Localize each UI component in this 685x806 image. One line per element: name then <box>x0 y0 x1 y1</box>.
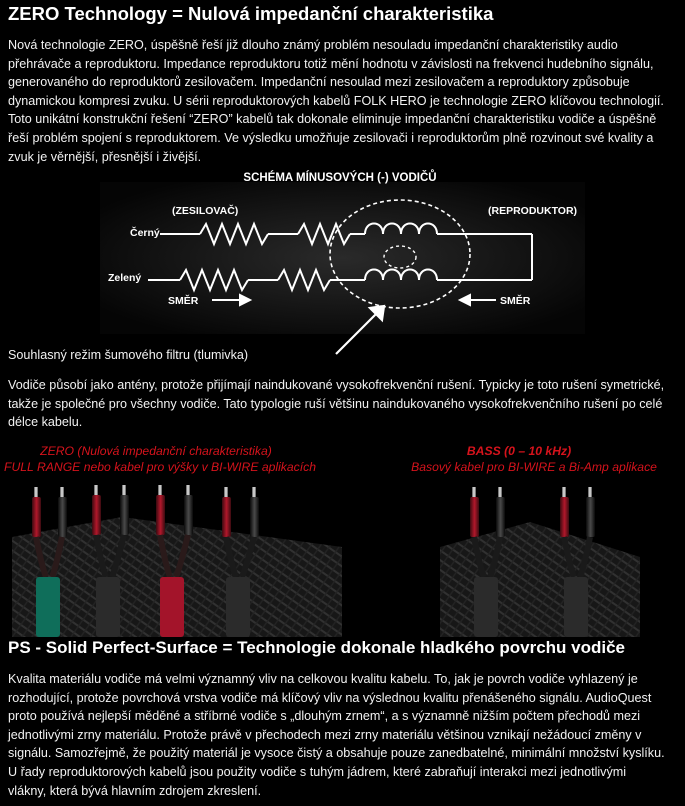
text-line: signálu. Samozřejmě, že použitý materiál je vysoce čistý a obsahuje pouze zanedbatelné, minimální množství kyslíku. <box>8 746 665 761</box>
section-heading-zero: ZERO Technology = Nulová impedanční charakteristika <box>8 3 494 24</box>
noise-filter-diagram <box>100 162 585 362</box>
text-line: proto používá nejlepší měděné a stříbrné vodiče s „dlouhým zrnem“, a s významně nižším počtem přechodů mezi <box>8 709 641 724</box>
text-line: Nová technologie ZERO, úspěšně řeší již dlouho známý problém nesouladu impedanční charakteristiky audio <box>8 38 618 52</box>
bass-product-subtitle: Basový kabel pro BI-WIRE a Bi-Amp aplikace <box>411 460 657 474</box>
section-heading-ps: PS - Solid Perfect-Surface = Technologie dokonale hladkého povrchu vodiče <box>8 638 626 657</box>
paragraph-ps <box>8 670 678 800</box>
text-line: U řady reproduktorových kabelů jsou použity vodiče s tuhým jádrem, které zabraňují interakci mezi jednotlivými <box>8 764 627 779</box>
text-line: Vodiče působí jako antény, protože přijímají naindukované vysokofrekvenční rušení. Typicky je toto rušení symetrické, <box>8 378 665 392</box>
direction-left-label: SMĚR <box>168 295 199 307</box>
text-line: řeší problém spojení s reproduktorem. Ve výsledku umožňuje zesilovači i reproduktorům plně rozvinout své kvality a <box>8 130 654 145</box>
paragraph-noise <box>8 376 678 432</box>
text-line: vlákny, která bývá hlavním zdrojem zkreslení. <box>8 783 262 798</box>
amplifier-label: (ZESILOVAČ) <box>172 205 239 217</box>
diagram-title: SCHÉMA MÍNUSOVÝCH (-) VODIČŮ <box>243 172 437 184</box>
text-line: rozhodující, protože povrchová vrstva vodiče má klíčový vliv na výslednou kvalitu přenášeného signálu. AudioQuest <box>8 690 652 705</box>
text-line: Toto unikátní konstrukční řešení “ZERO” kabelů tak dokonale eliminuje impedanční charakteristiku vodiče a úspěšně <box>8 112 657 127</box>
zero-product-subtitle: FULL RANGE nebo kabel pro výšky v BI-WIRE aplikacích <box>4 460 317 474</box>
wire-black-label: Černý <box>130 227 160 239</box>
text-line: takže je společné pro všechny vodiče. Tato typologie ruší většinu naindukovaného vysokofrekvenčního rušení po celé <box>8 396 663 411</box>
bass-cable-photo <box>440 477 640 637</box>
zero-cable-photo <box>12 477 342 637</box>
text-line: generovaného do reproduktorů zesilovačem. Impedanční nesoulad mezi zesilovačem a reproduktory způsobuje <box>8 75 630 90</box>
text-line: jednotlivými zrny materiálu. Protože právě v přechodech mezi zrny materiálu většinou vznikají nežádoucí změny v <box>8 727 642 742</box>
text-line: dynamickou kompresi zvuku. U sérii reproduktorových kabelů FOLK HERO je technologie ZERO klíčovou technologií. <box>8 93 664 108</box>
speaker-label: (REPRODUKTOR) <box>488 205 578 217</box>
direction-right-label: SMĚR <box>500 295 531 307</box>
text-line: zvuk je věrnější, přesnější i živější. <box>8 149 202 164</box>
text-line: délce kabelu. <box>8 415 83 430</box>
text-line: Kvalita materiálu vodiče má velmi významný vliv na celkovou kvalitu kabelu. To, jak je povrch vodiče vyhlazený je <box>8 672 638 686</box>
diagram-caption: Souhlasný režim šumového filtru (tlumivka) <box>8 348 249 362</box>
text-line: přehrávače a reproduktoru. Impedance reproduktoru totiž mění hodnotu v závislosti na frekvenci hudebního signálu, <box>8 56 654 71</box>
zero-product-title: ZERO (Nulová impedanční charakteristika) <box>40 444 272 458</box>
paragraph-zero <box>8 36 678 166</box>
bass-product-title: BASS (0 – 10 kHz) <box>466 444 572 458</box>
wire-green-label: Zelený <box>108 272 142 284</box>
